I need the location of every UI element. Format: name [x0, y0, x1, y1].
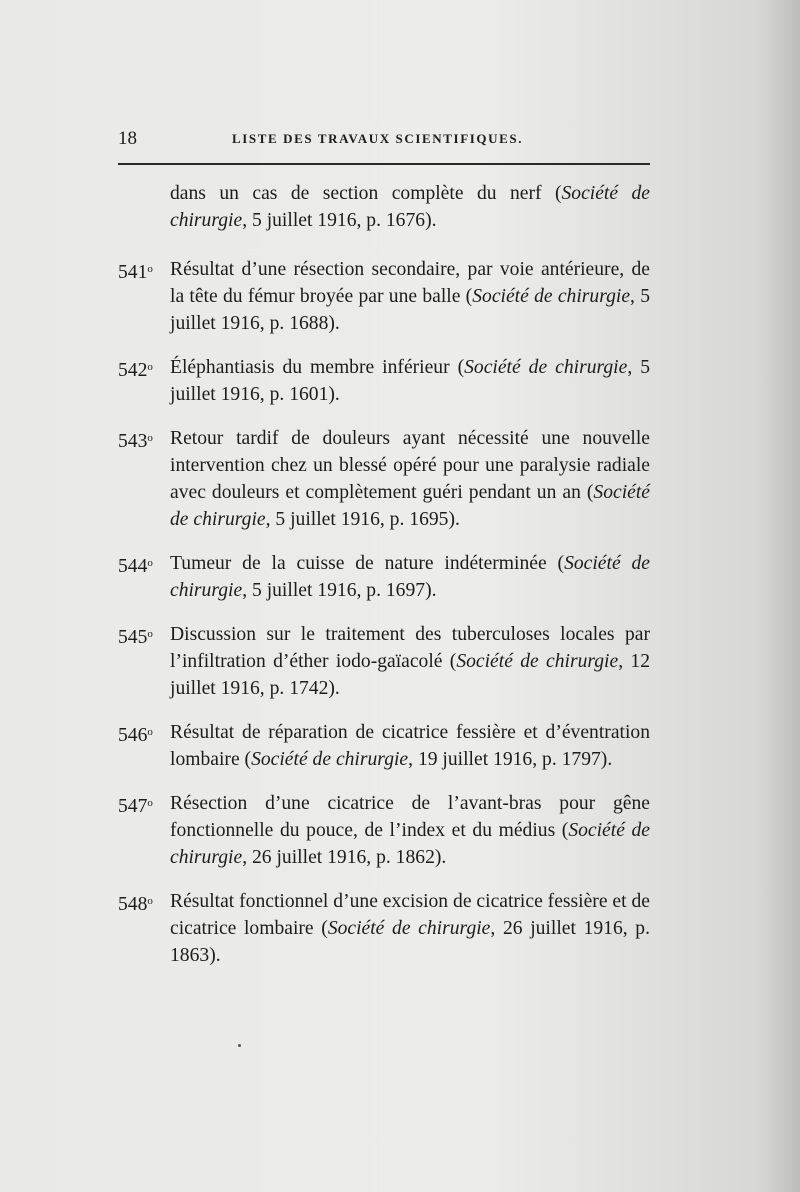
journal-name: Société de chirurgie — [251, 749, 409, 770]
entry-number: 547$^o$ — [118, 796, 153, 817]
journal-name: Société de chirurgie — [464, 357, 628, 378]
entry-body: dans un cas de section complète du nerf (Société de chirurgie, 5 juillet 1916, p. 1676). — [170, 183, 651, 231]
header-rule — [118, 163, 650, 165]
entry-body: Résultat fonctionnel d’une excision de cicatrice fessière et de cicatrice lombaire (Société de chirurgie, 26 juillet 1916, p. 1863). — [170, 891, 650, 966]
entry-number: 548$^o$ — [118, 894, 153, 915]
journal-name: Société de chirurgie — [170, 482, 650, 530]
page-header — [118, 128, 650, 156]
journal-name: Société de chirurgie — [170, 183, 651, 231]
entry-number: 543$^o$ — [118, 431, 153, 452]
entry-body: Tumeur de la cuisse de nature indéterminée (Société de chirurgie, 5 juillet 1916, p. 1697). — [170, 553, 650, 601]
entry-body: Discussion sur le traitement des tuberculoses locales par l’infiltration d’éther iodo-gaïacolé (Société de chirurgie, 12 juillet 1916, p. 1742). — [170, 624, 650, 699]
journal-name: Société de chirurgie — [327, 918, 491, 939]
entry-545 — [118, 621, 650, 702]
entry-543 — [118, 425, 650, 533]
main-text — [118, 180, 650, 986]
journal-name: Société de chirurgie — [472, 286, 631, 307]
entry-number: 546$^o$ — [118, 725, 153, 746]
entry-number-spacer — [118, 180, 170, 234]
journal-name: Société de chirurgie — [170, 820, 650, 868]
entry-body: Éléphantiasis du membre inférieur (Société de chirurgie, 5 juillet 1916, p. 1601). — [170, 357, 650, 405]
entry-546 — [118, 719, 650, 773]
entry-541 — [118, 256, 650, 337]
journal-name: Société de chirurgie — [456, 651, 619, 672]
entry-body: Retour tardif de douleurs ayant nécessité une nouvelle intervention chez un blessé opéré pour une paralysie radiale avec douleurs et complètement guéri pendant un an (Société de chirurgie, 5 juillet 1916, p. 1695). — [170, 428, 650, 530]
page-number: 18 — [118, 128, 137, 149]
entry-547 — [118, 790, 650, 871]
entry-number: 545$^o$ — [118, 627, 153, 648]
entry-number: 542$^o$ — [118, 360, 153, 381]
entry-body: Résultat de réparation de cicatrice fessière et d’éventration lombaire (Société de chirurgie, 19 juillet 1916, p. 1797). — [170, 722, 650, 770]
entry-542 — [118, 354, 650, 408]
entry-544 — [118, 550, 650, 604]
entry-548 — [118, 888, 650, 969]
running-head: LISTE DES TRAVAUX SCIENTIFIQUES. — [232, 131, 524, 146]
entry-number: 541$^o$ — [118, 262, 153, 283]
ink-speck — [238, 1044, 241, 1047]
entry-body: Résection d’une cicatrice de l’avant-bras pour gêne fonctionnelle du pouce, de l’index et du médius (Société de chirurgie, 26 juillet 1916, p. 1862). — [170, 793, 650, 868]
journal-name: Société de chirurgie — [170, 553, 650, 601]
entry-number: 544$^o$ — [118, 556, 153, 577]
continuation-paragraph — [118, 180, 650, 234]
entry-body: Résultat d’une résection secondaire, par voie antérieure, de la tête du fémur broyée par une balle (Société de chirurgie, 5 juillet 1916, p. 1688). — [170, 259, 650, 334]
